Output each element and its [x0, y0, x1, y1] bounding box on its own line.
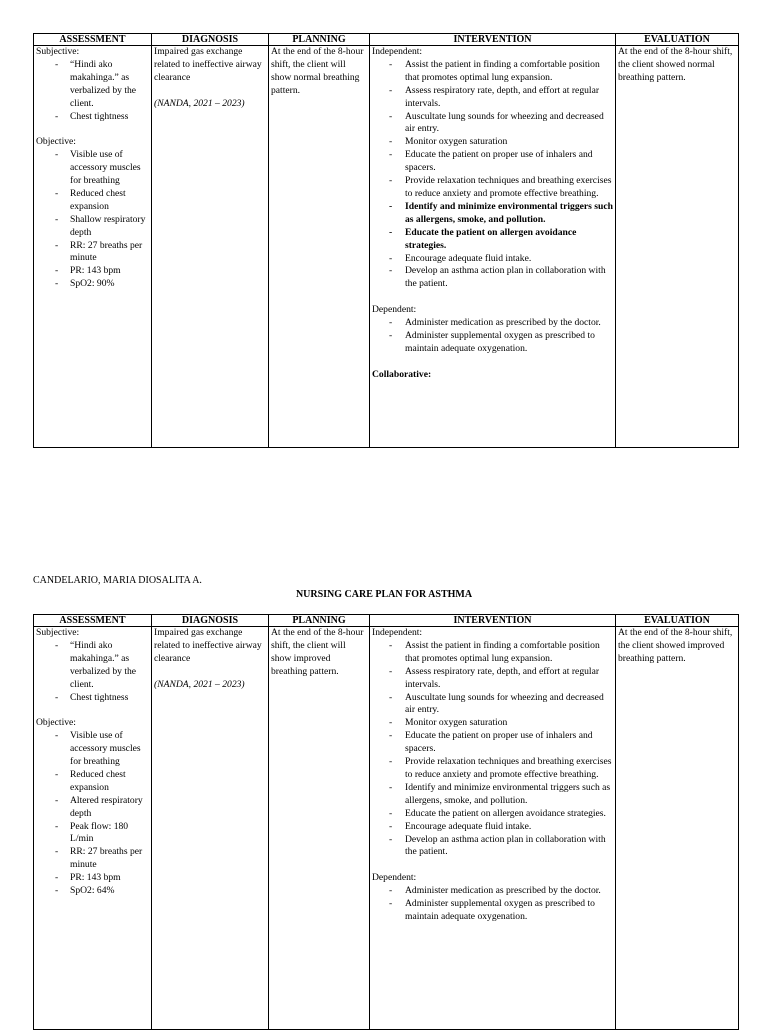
subjective-item: - “Hindi ako makahinga.” as verbalized by the client.: [36, 59, 149, 111]
dependent-list: [372, 317, 613, 356]
dependent-label: Dependent:: [372, 304, 417, 316]
independent-label: Independent:: [372, 46, 423, 57]
subjective-list: [36, 59, 149, 124]
independent-list: [372, 640, 613, 859]
objective-item: - Peak flow: 180 L/min: [36, 821, 149, 847]
intervention-item: - Assess respiratory rate, depth, and effort at regular intervals.: [372, 666, 613, 692]
intervention-item: - Provide relaxation techniques and breathing exercises to reduce anxiety and promote effective breathing.: [372, 175, 613, 201]
intervention-item: - Develop an asthma action plan in collaboration with the patient.: [372, 834, 613, 860]
intervention-item: - Administer supplemental oxygen as prescribed to maintain adequate oxygenation.: [372, 330, 613, 356]
intervention-item: - Identify and minimize environmental triggers such as allergens, smoke, and pollution.: [372, 782, 613, 808]
subjective-item: - Chest tightness: [36, 111, 149, 124]
objective-item: - SpO2: 64%: [36, 885, 149, 898]
intervention-item: - Administer medication as prescribed by the doctor.: [372, 885, 613, 898]
objective-item: - RR: 27 breaths per minute: [36, 846, 149, 872]
planning-text: At the end of the 8-hour shift, the client will show improved breathing pattern.: [271, 627, 364, 677]
header-row: [34, 615, 739, 627]
dependent-list: [372, 885, 613, 924]
intervention-item: - Educate the patient on allergen avoidance strategies.: [372, 808, 613, 821]
header-diagnosis: DIAGNOSIS: [152, 615, 269, 627]
intervention-item: - Educate the patient on allergen avoidance strategies.: [372, 227, 613, 253]
header-intervention: INTERVENTION: [370, 34, 616, 46]
collaborative-label: Collaborative:: [372, 368, 432, 380]
diagnosis-cell: [152, 627, 269, 1030]
evaluation-cell: [616, 46, 739, 448]
intervention-item: - Educate the patient on proper use of inhalers and spacers.: [372, 149, 613, 175]
header-planning: PLANNING: [269, 34, 370, 46]
subjective-label: Subjective:: [36, 627, 80, 638]
intervention-item: - Assess respiratory rate, depth, and effort at regular intervals.: [372, 85, 613, 111]
header-intervention: INTERVENTION: [370, 615, 616, 627]
header-diagnosis: DIAGNOSIS: [152, 34, 269, 46]
objective-label: Objective:: [36, 136, 76, 148]
objective-label: Objective:: [36, 717, 76, 729]
intervention-item: - Encourage adequate fluid intake.: [372, 253, 613, 266]
intervention-item: - Assist the patient in finding a comfortable position that promotes optimal lung expansion.: [372, 640, 613, 666]
intervention-item: - Assist the patient in finding a comfortable position that promotes optimal lung expansion.: [372, 59, 613, 85]
planning-cell: [269, 627, 370, 1030]
objective-list: [36, 730, 149, 898]
objective-list: [36, 149, 149, 291]
intervention-item: - Administer supplemental oxygen as prescribed to maintain adequate oxygenation.: [372, 898, 613, 924]
independent-list: [372, 59, 613, 291]
header-assessment: ASSESSMENT: [34, 615, 152, 627]
objective-item: - Visible use of accessory muscles for breathing: [36, 730, 149, 769]
intervention-item: - Develop an asthma action plan in collaboration with the patient.: [372, 265, 613, 291]
assessment-cell: [34, 46, 152, 448]
dependent-label: Dependent:: [372, 872, 417, 884]
student-name: CANDELARIO, MARIA DIOSALITA A.: [33, 575, 202, 586]
header-evaluation: EVALUATION: [616, 34, 739, 46]
subjective-label: Subjective:: [36, 46, 80, 57]
independent-label: Independent:: [372, 627, 423, 638]
objective-item: - Reduced chest expansion: [36, 188, 149, 214]
subjective-item: - “Hindi ako makahinga.” as verbalized by the client.: [36, 640, 149, 692]
intervention-item: - Encourage adequate fluid intake.: [372, 821, 613, 834]
diagnosis-citation: (NANDA, 2021 – 2023): [154, 678, 245, 690]
header-assessment: ASSESSMENT: [34, 34, 152, 46]
objective-item: - PR: 143 bpm: [36, 265, 149, 278]
planning-text: At the end of the 8-hour shift, the client will show normal breathing pattern.: [271, 46, 364, 96]
evaluation-text: At the end of the 8-hour shift, the client showed improved breathing pattern.: [618, 627, 733, 664]
objective-item: - Visible use of accessory muscles for breathing: [36, 149, 149, 188]
subjective-item: - Chest tightness: [36, 692, 149, 705]
header-row: [34, 34, 739, 46]
assessment-cell: [34, 627, 152, 1030]
objective-item: - PR: 143 bpm: [36, 872, 149, 885]
intervention-item: - Auscultate lung sounds for wheezing and decreased air entry.: [372, 111, 613, 137]
header-evaluation: EVALUATION: [616, 615, 739, 627]
objective-item: - Reduced chest expansion: [36, 769, 149, 795]
diagnosis-citation: (NANDA, 2021 – 2023): [154, 97, 245, 109]
care-plan-row: [34, 627, 739, 1030]
intervention-item: - Monitor oxygen saturation: [372, 717, 613, 730]
intervention-cell: [370, 627, 616, 1030]
intervention-item: - Administer medication as prescribed by the doctor.: [372, 317, 613, 330]
diagnosis-cell: [152, 46, 269, 448]
subjective-list: [36, 640, 149, 705]
care-plan-table-2: [33, 614, 739, 1030]
objective-item: - SpO2: 90%: [36, 278, 149, 291]
diagnosis-text: Impaired gas exchange related to ineffective airway clearance: [154, 627, 262, 664]
objective-item: - RR: 27 breaths per minute: [36, 240, 149, 266]
intervention-item: - Identify and minimize environmental triggers such as allergens, smoke, and pollution.: [372, 201, 613, 227]
diagnosis-text: Impaired gas exchange related to ineffective airway clearance: [154, 46, 262, 83]
care-plan-title: NURSING CARE PLAN FOR ASTHMA: [295, 589, 473, 600]
care-plan-row: [34, 46, 739, 448]
evaluation-text: At the end of the 8-hour shift, the client showed normal breathing pattern.: [618, 46, 733, 83]
intervention-item: - Provide relaxation techniques and breathing exercises to reduce anxiety and promote effective breathing.: [372, 756, 613, 782]
objective-item: - Altered respiratory depth: [36, 795, 149, 821]
planning-cell: [269, 46, 370, 448]
intervention-cell: [370, 46, 616, 448]
intervention-item: - Educate the patient on proper use of inhalers and spacers.: [372, 730, 613, 756]
care-plan-table-1: [33, 33, 739, 448]
intervention-item: - Monitor oxygen saturation: [372, 136, 613, 149]
intervention-item: - Auscultate lung sounds for wheezing and decreased air entry.: [372, 692, 613, 718]
header-planning: PLANNING: [269, 615, 370, 627]
evaluation-cell: [616, 627, 739, 1030]
objective-item: - Shallow respiratory depth: [36, 214, 149, 240]
